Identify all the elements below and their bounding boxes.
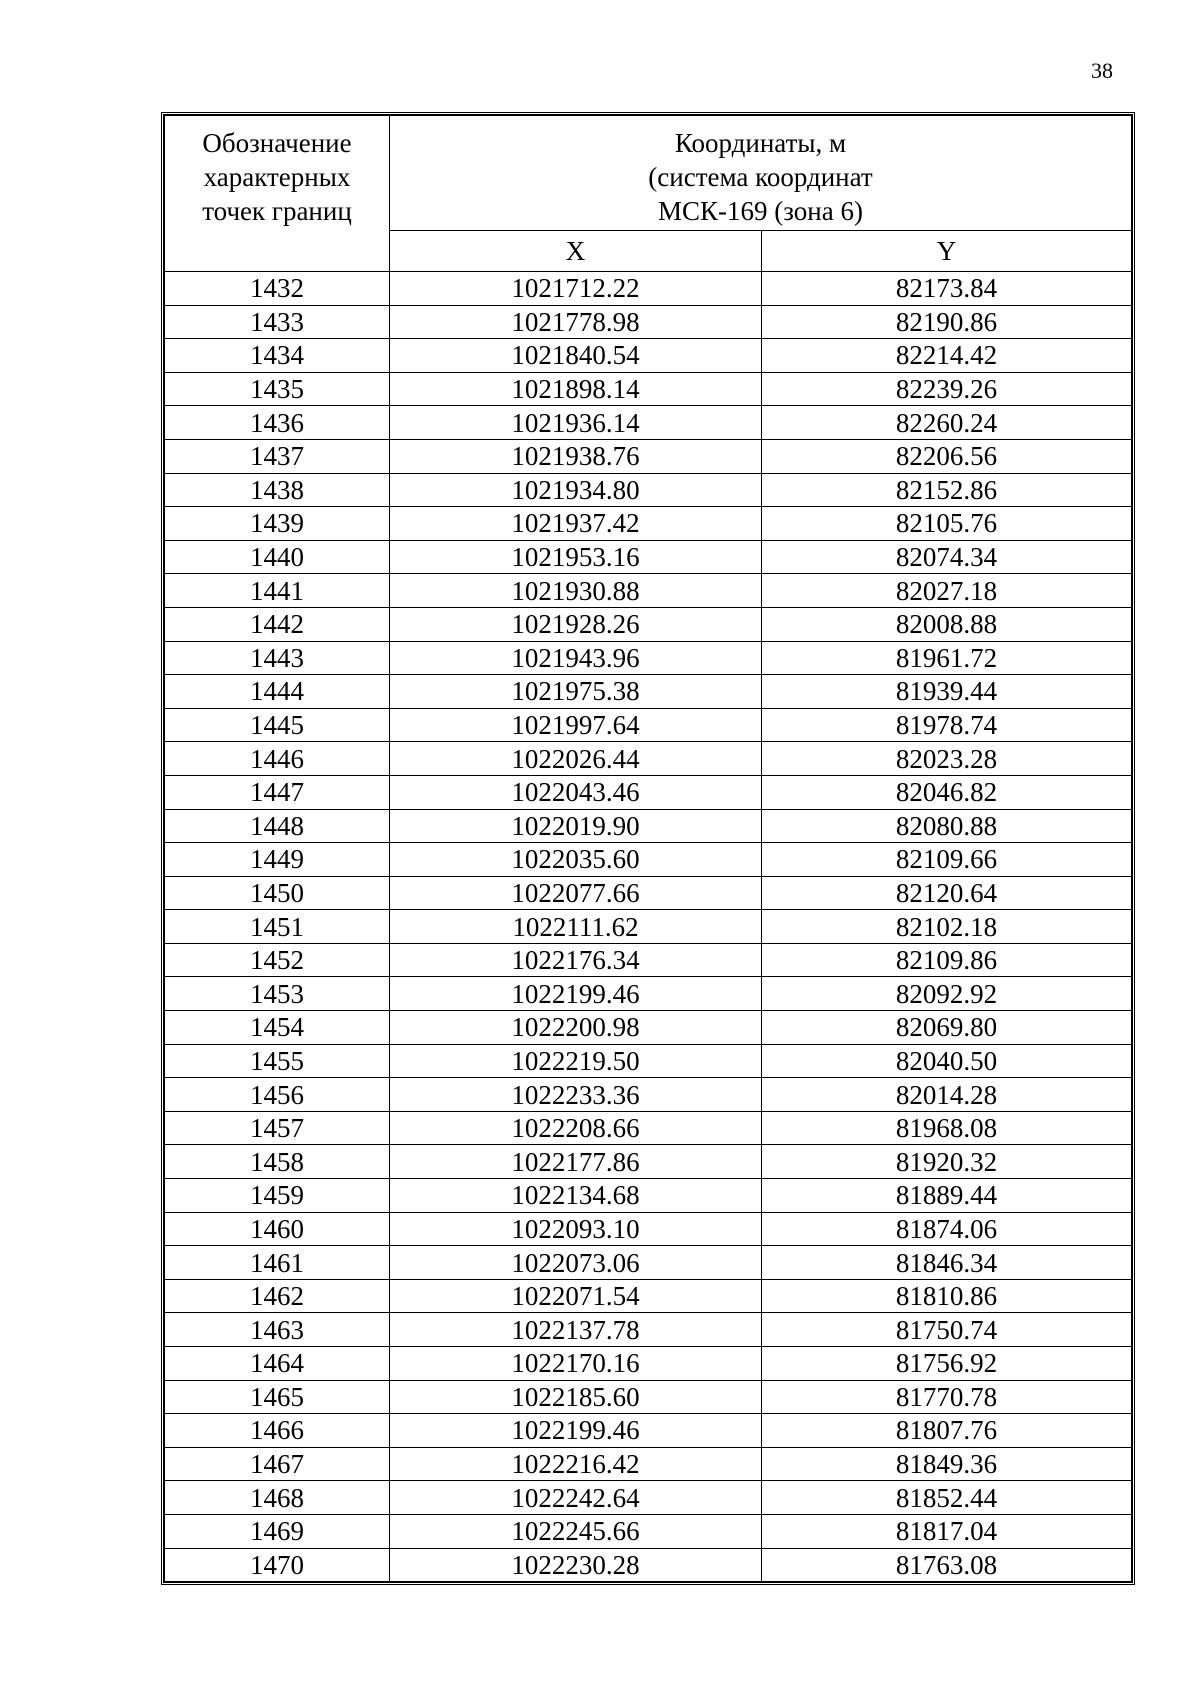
point-id-cell: 1441 [165,574,390,608]
table-row [165,339,1132,373]
table-row [165,272,1132,306]
y-cell: 81939.44 [762,675,1132,709]
point-id-cell: 1438 [165,473,390,507]
point-id-cell: 1465 [165,1380,390,1414]
page-number: 38 [1091,58,1113,83]
x-cell: 1022219.50 [390,1044,762,1078]
point-id-cell: 1439 [165,507,390,541]
table-row [165,439,1132,473]
table-row [165,977,1132,1011]
table-row [165,1313,1132,1347]
point-id-cell: 1450 [165,876,390,910]
table-header [165,116,1132,272]
point-id-cell: 1445 [165,708,390,742]
y-cell: 82027.18 [762,574,1132,608]
table-row [165,1347,1132,1381]
point-id-cell: 1463 [165,1313,390,1347]
table-row [165,742,1132,776]
table-row [165,1380,1132,1414]
x-cell: 1022071.54 [390,1279,762,1313]
table-row [165,1279,1132,1313]
point-id-cell: 1453 [165,977,390,1011]
y-cell: 81763.08 [762,1548,1132,1582]
y-cell: 82105.76 [762,507,1132,541]
table-row [165,1481,1132,1515]
table-row [165,809,1132,843]
x-cell: 1022245.66 [390,1514,762,1548]
header-point-label-line: Обозначение [202,128,352,158]
y-cell: 81770.78 [762,1380,1132,1414]
y-cell: 81750.74 [762,1313,1132,1347]
x-cell: 1022043.46 [390,775,762,809]
y-cell: 82074.34 [762,540,1132,574]
point-id-cell: 1449 [165,843,390,877]
table-row [165,473,1132,507]
point-id-cell: 1447 [165,775,390,809]
table-row [165,540,1132,574]
x-cell: 1021712.22 [390,272,762,306]
point-id-cell: 1440 [165,540,390,574]
header-x: X [390,231,762,272]
x-cell: 1021997.64 [390,708,762,742]
x-cell: 1022137.78 [390,1313,762,1347]
point-id-cell: 1466 [165,1414,390,1448]
x-cell: 1022026.44 [390,742,762,776]
y-cell: 82120.64 [762,876,1132,910]
point-id-cell: 1461 [165,1246,390,1280]
table-row [165,943,1132,977]
table-row [165,1414,1132,1448]
x-cell: 1021928.26 [390,607,762,641]
point-id-cell: 1448 [165,809,390,843]
point-id-cell: 1446 [165,742,390,776]
table-row [165,507,1132,541]
table-row [165,406,1132,440]
x-cell: 1021975.38 [390,675,762,709]
table-row [165,675,1132,709]
point-id-cell: 1434 [165,339,390,373]
y-cell: 82173.84 [762,272,1132,306]
point-id-cell: 1443 [165,641,390,675]
header-y: Y [762,231,1132,272]
y-cell: 82260.24 [762,406,1132,440]
point-id-cell: 1452 [165,943,390,977]
point-id-cell: 1459 [165,1179,390,1213]
y-cell: 82014.28 [762,1078,1132,1112]
y-cell: 81978.74 [762,708,1132,742]
y-cell: 82109.66 [762,843,1132,877]
x-cell: 1021938.76 [390,439,762,473]
table-row [165,1044,1132,1078]
table-row [165,1548,1132,1582]
y-cell: 81852.44 [762,1481,1132,1515]
y-cell: 82092.92 [762,977,1132,1011]
table-row [165,1078,1132,1112]
y-cell: 82040.50 [762,1044,1132,1078]
coordinates-table-frame [161,112,1135,1585]
y-cell: 82080.88 [762,809,1132,843]
x-cell: 1022170.16 [390,1347,762,1381]
point-id-cell: 1436 [165,406,390,440]
header-point-label-line: точек границ [202,196,352,226]
header-coordinates [390,116,1132,231]
point-id-cell: 1442 [165,607,390,641]
point-id-cell: 1464 [165,1347,390,1381]
x-cell: 1022134.68 [390,1179,762,1213]
y-cell: 81961.72 [762,641,1132,675]
x-cell: 1022200.98 [390,1011,762,1045]
y-cell: 82206.56 [762,439,1132,473]
y-cell: 82239.26 [762,372,1132,406]
header-coordinates-line: МСК-169 (зона 6) [658,196,863,226]
table-row [165,305,1132,339]
point-id-cell: 1454 [165,1011,390,1045]
point-id-cell: 1435 [165,372,390,406]
y-cell: 81846.34 [762,1246,1132,1280]
x-cell: 1022093.10 [390,1212,762,1246]
x-cell: 1022176.34 [390,943,762,977]
point-id-cell: 1451 [165,910,390,944]
x-cell: 1022242.64 [390,1481,762,1515]
y-cell: 82008.88 [762,607,1132,641]
table-row [165,775,1132,809]
header-point-label-line: характерных [203,162,351,192]
x-cell: 1021898.14 [390,372,762,406]
table-body [165,272,1132,1582]
point-id-cell: 1462 [165,1279,390,1313]
x-cell: 1022199.46 [390,1414,762,1448]
header-coordinates-line: Координаты, м [674,128,847,158]
y-cell: 81968.08 [762,1111,1132,1145]
x-cell: 1022177.86 [390,1145,762,1179]
y-cell: 82190.86 [762,305,1132,339]
table-row [165,641,1132,675]
x-cell: 1021937.42 [390,507,762,541]
y-cell: 81817.04 [762,1514,1132,1548]
y-cell: 82046.82 [762,775,1132,809]
y-cell: 81889.44 [762,1179,1132,1213]
point-id-cell: 1433 [165,305,390,339]
x-cell: 1022208.66 [390,1111,762,1145]
point-id-cell: 1467 [165,1447,390,1481]
x-cell: 1021936.14 [390,406,762,440]
x-cell: 1021778.98 [390,305,762,339]
y-cell: 81807.76 [762,1414,1132,1448]
header-point-label [165,116,390,272]
table-row [165,607,1132,641]
point-id-cell: 1470 [165,1548,390,1582]
point-id-cell: 1457 [165,1111,390,1145]
y-cell: 81920.32 [762,1145,1132,1179]
x-cell: 1021934.80 [390,473,762,507]
y-cell: 81849.36 [762,1447,1132,1481]
x-cell: 1021930.88 [390,574,762,608]
table-row [165,910,1132,944]
table-row [165,1514,1132,1548]
x-cell: 1022111.62 [390,910,762,944]
point-id-cell: 1444 [165,675,390,709]
table-row [165,876,1132,910]
point-id-cell: 1432 [165,272,390,306]
y-cell: 82214.42 [762,339,1132,373]
table-row [165,372,1132,406]
y-cell: 81810.86 [762,1279,1132,1313]
point-id-cell: 1469 [165,1514,390,1548]
y-cell: 82152.86 [762,473,1132,507]
x-cell: 1022216.42 [390,1447,762,1481]
table-row [165,708,1132,742]
y-cell: 82023.28 [762,742,1132,776]
point-id-cell: 1458 [165,1145,390,1179]
x-cell: 1021943.96 [390,641,762,675]
table-row [165,1111,1132,1145]
point-id-cell: 1460 [165,1212,390,1246]
header-coordinates-line: (система координат [648,162,873,192]
x-cell: 1022185.60 [390,1380,762,1414]
point-id-cell: 1437 [165,439,390,473]
x-cell: 1022019.90 [390,809,762,843]
y-cell: 82109.86 [762,943,1132,977]
x-cell: 1022077.66 [390,876,762,910]
y-cell: 81756.92 [762,1347,1132,1381]
x-cell: 1021953.16 [390,540,762,574]
x-cell: 1022035.60 [390,843,762,877]
x-cell: 1021840.54 [390,339,762,373]
table-row [165,1447,1132,1481]
table-row [165,843,1132,877]
point-id-cell: 1468 [165,1481,390,1515]
coordinates-table [164,115,1132,1582]
y-cell: 82102.18 [762,910,1132,944]
y-cell: 82069.80 [762,1011,1132,1045]
table-row [165,1212,1132,1246]
y-cell: 81874.06 [762,1212,1132,1246]
x-cell: 1022230.28 [390,1548,762,1582]
point-id-cell: 1456 [165,1078,390,1112]
x-cell: 1022073.06 [390,1246,762,1280]
table-row [165,574,1132,608]
x-cell: 1022233.36 [390,1078,762,1112]
table-row [165,1246,1132,1280]
x-cell: 1022199.46 [390,977,762,1011]
table-row [165,1145,1132,1179]
table-row [165,1179,1132,1213]
point-id-cell: 1455 [165,1044,390,1078]
table-row [165,1011,1132,1045]
